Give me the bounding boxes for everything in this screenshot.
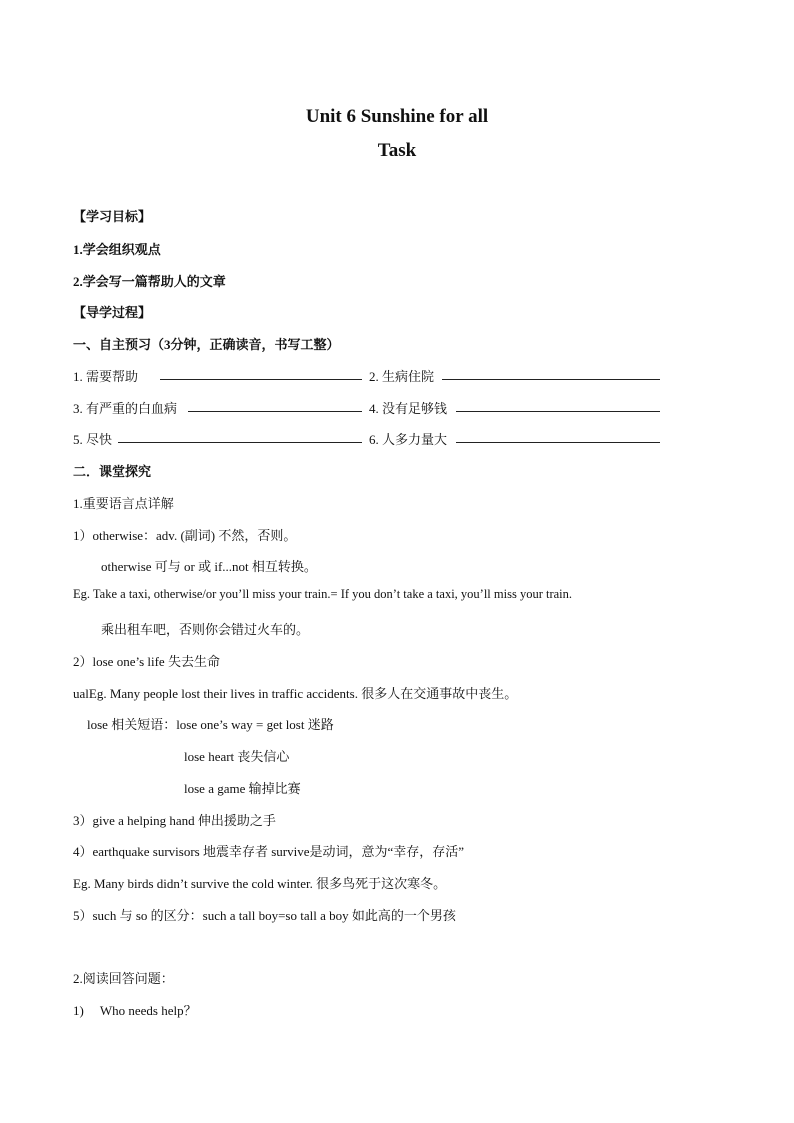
note-line: otherwise 可与 or 或 if...not 相互转换。 [101, 559, 317, 574]
vocab-label: 2. 生病住院 [369, 369, 435, 384]
vocab-item-5 [73, 429, 112, 448]
translation-line: 乘出租车吧，否则你会错过火车的。 [101, 622, 310, 637]
process-heading: 【导学过程】 [73, 305, 152, 320]
vocab-item-1 [73, 366, 138, 385]
note-line: 3）give a helping hand 伸出援助之手 [73, 813, 276, 828]
vocab-item-6 [369, 429, 447, 448]
vocab-item-2 [369, 366, 434, 385]
goal-item-2: 2.学会写一篇帮助人的文章 [73, 274, 226, 289]
answer-blank[interactable] [442, 366, 660, 380]
answer-blank[interactable] [188, 398, 362, 412]
subsection-1: 1.重要语言点详解 [73, 496, 174, 511]
page-title: Unit 6 Sunshine for all [305, 106, 489, 127]
answer-blank[interactable] [456, 429, 660, 443]
answer-blank[interactable] [118, 429, 362, 443]
goals-heading: 【学习目标】 [73, 209, 152, 224]
note-line: 2）lose one’s life 失去生命 [73, 654, 220, 669]
page-subtitle: Task [377, 140, 417, 161]
subsection-2: 2.阅读回答问题： [73, 971, 174, 986]
vocab-item-3 [73, 398, 177, 417]
vocab-label: 4. 没有足够钱 [369, 401, 448, 416]
section1-heading: 一、自主预习（3分钟，正确读音，书写工整） [73, 337, 340, 352]
answer-blank[interactable] [160, 366, 362, 380]
note-line: 5）such 与 so 的区分：such a tall boy=so tall a boy 如此高的一个男孩 [73, 908, 456, 923]
example-line: Eg. Many birds didn’t survive the cold winter. 很多鸟死于这次寒冬。 [73, 876, 447, 891]
note-line: 4）earthquake survisors 地震幸存者 survive是动词，意为“幸存，存活” [73, 844, 465, 859]
vocab-label: 3. 有严重的白血病 [73, 401, 178, 416]
vocab-item-4 [369, 398, 447, 417]
answer-blank[interactable] [456, 398, 660, 412]
vocab-label: 5. 尽快 [73, 432, 113, 447]
example-line: ualEg. Many people lost their lives in traffic accidents. 很多人在交通事故中丧生。 [73, 686, 518, 701]
phrase-line: lose heart 丧失信心 [184, 749, 290, 764]
goal-item-1: 1.学会组织观点 [73, 242, 161, 257]
example-line: Eg. Take a taxi, otherwise/or you’ll miss your train.= If you don’t take a taxi, you’ll miss your train. [73, 587, 573, 601]
phrase-line: lose a game 输掉比赛 [184, 781, 301, 796]
vocab-label: 1. 需要帮助 [73, 369, 139, 384]
vocab-label: 6. 人多力量大 [369, 432, 448, 447]
section2-heading: 二．课堂探究 [73, 464, 152, 479]
question-1: 1) Who needs help？ [73, 1003, 197, 1018]
note-line: 1）otherwise：adv. (副词) 不然，否则。 [73, 528, 297, 543]
phrase-line: lose 相关短语：lose one’s way = get lost 迷路 [87, 717, 334, 732]
